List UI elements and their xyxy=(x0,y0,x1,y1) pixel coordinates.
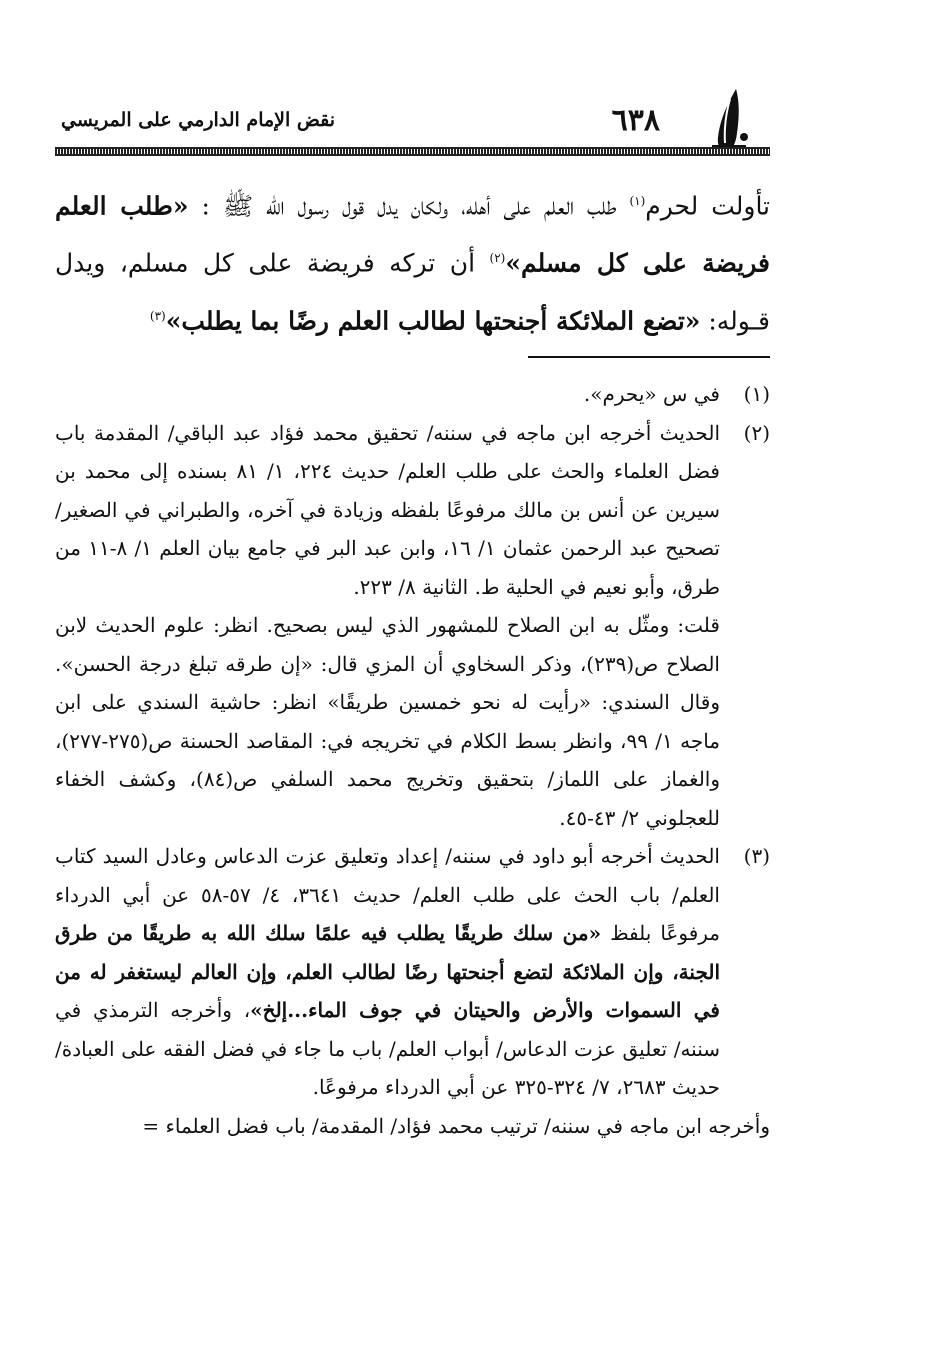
footnote-separator xyxy=(528,356,770,358)
main-line2b: أن تركه فريضة على كل مسلم، xyxy=(119,248,490,278)
main-text xyxy=(55,175,770,347)
main-line3a: ويدل قـوله: xyxy=(55,248,770,335)
main-line1b: طلب العلم على أهله، ولكان يدل قول رسول الله ﷺ : xyxy=(201,191,630,221)
hadith-quote-3: «من سلك طريقًا يطلب فيه علمًا سلك الله به طريقًا من طرق الجنة، وإن الملائكة لتضع أجنحتها رضًا لطالب العلم، وإن العالم ليستغفر له من في السموات والأرض والحيتان في جوف الماء...إلخ» xyxy=(55,921,720,1022)
footnote-text: الحديث أخرجه ابن ماجه في سننه/ تحقيق محمد فؤاد عبد الباقي/ المقدمة باب فضل العلماء والحث على طلب العلم/ حديث ٢٢٤، ١/ ٨١ بسنده إلى محمد بن سيرين عن أنس بن مالك مرفوعًا بلفظه وزيادة في آخره، والطبراني في الصغير/ تصحيح عبد الرحمن عثمان ١/ ١٦، وابن عبد البر في جامع بيان العلم ١/ ٨-١١ من طرق، وأبو نعيم في الحلية ط. الثانية ٨/ ٢٢٣. xyxy=(55,420,720,599)
footnote-text-b: ، وأخرجه الترمذي في سننه/ تعليق عزت الدعاس/ أبواب العلم/ باب ما جاء في فضل الفقه على العبادة/ حديث ٢٦٨٣، ٧/ ٣٢٤-٣٢٥ عن أبي الدرداء مرفوعًا. xyxy=(55,998,720,1099)
footnote-text-a: الحديث أخرجه أبو داود في سننه/ إعداد وتعليق عزت الدعاس وعادل السيد كتاب العلم/ باب الحث على طلب العلم/ حديث ٣٦٤١، ٤/ ٥٧-٥٨ عن أبي الدرداء مرفوعًا بلفظ xyxy=(55,844,720,945)
hadith-quote-2: «تضع الملائكة أجنحتها لطالب العلم رضًا بما يطلب» xyxy=(165,305,701,335)
footnote-1 xyxy=(55,375,770,414)
footnote-2 xyxy=(55,414,770,838)
header-rule xyxy=(55,147,770,156)
footnote-3 xyxy=(55,837,770,1107)
main-line1: تأولت لحرم xyxy=(645,191,771,221)
footnote-ref-2[interactable]: (٢) xyxy=(489,251,506,266)
footnote-number: (٣) xyxy=(743,844,770,868)
footnote-text xyxy=(55,837,720,1107)
footnote-number: (١) xyxy=(743,382,770,406)
footnotes xyxy=(55,375,770,1145)
footnote-ref-1[interactable]: (١) xyxy=(629,194,646,208)
footnote-continuation: وأخرجه ابن ماجه في سننه/ ترتيب محمد فؤاد/ المقدمة/ باب فضل العلماء = xyxy=(142,1113,770,1138)
page-number: ٦٣٨ xyxy=(611,103,660,138)
footnote-ref-3[interactable]: (٣) xyxy=(149,308,166,323)
running-title: نقض الإمام الدارمي على المريسي xyxy=(61,109,336,131)
footnote-number: (٢) xyxy=(743,420,770,445)
footnote-note: قلت: ومثّل به ابن الصلاح للمشهور الذي ليس بصحيح. انظر: علوم الحديث لابن الصلاح ص(٢٣٩)، وذكر السخاوي أن المزي قال: «إن طرقه تبلغ درجة الحسن». وقال السندي: «رأيت له نحو خمسين طريقًا» انظر: حاشية السندي على ابن ماجه ١/ ٩٩، وانظر بسط الكلام في تخريجه في: المقاصد الحسنة ص(٢٧٥-٢٧٧)، والغماز على اللماز/ بتحقيق وتخريج محمد السلفي ص(٨٤)، وكشف الخفاء للعجلوني ٢/ ٤٣-٤٥. xyxy=(55,613,720,830)
footnote-text: في س «يحرم». xyxy=(583,382,720,406)
hadith-quote-1: «طلب العلم فريضة على كل مسلم» xyxy=(55,191,770,278)
page-header xyxy=(55,85,770,160)
